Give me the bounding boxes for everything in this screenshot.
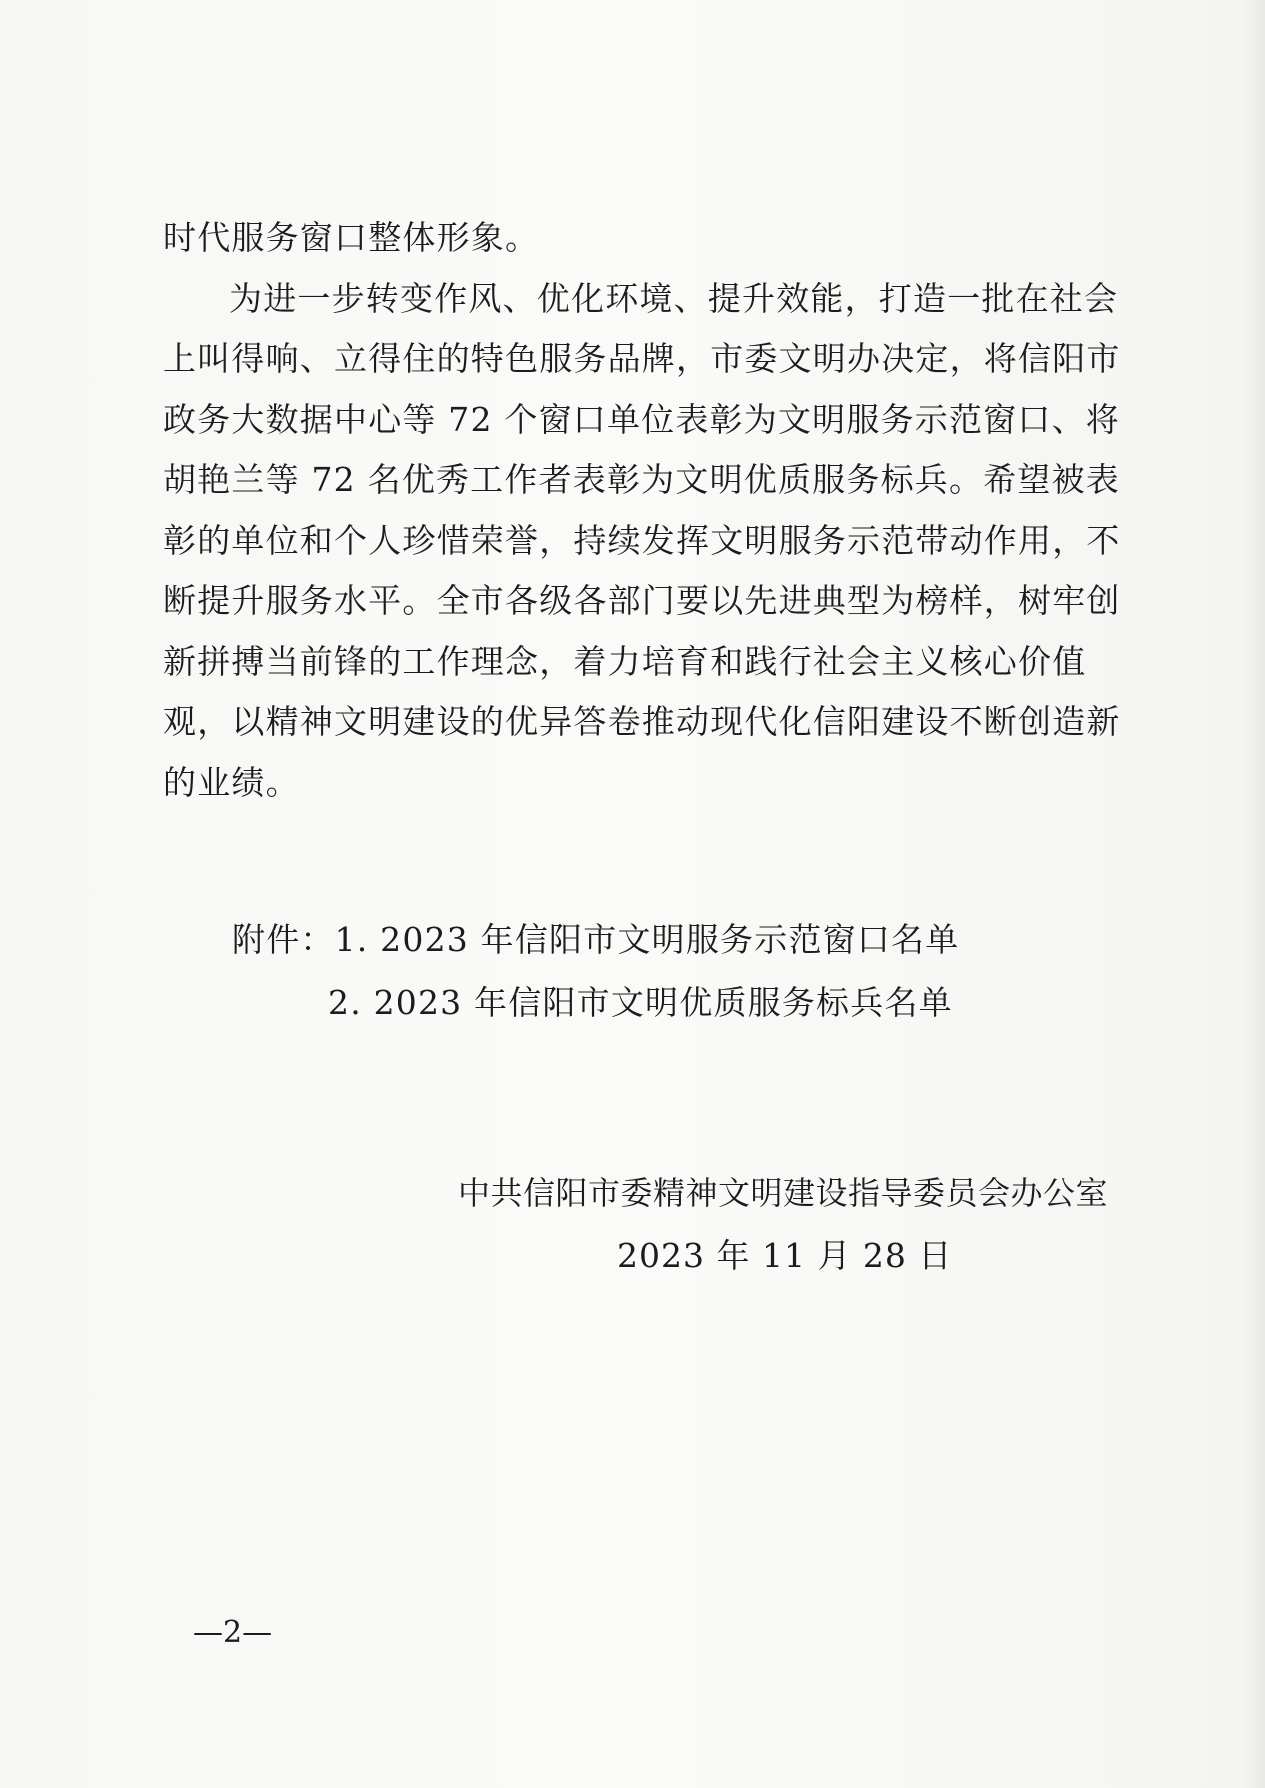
paragraph-line: 时代服务窗口整体形象。 — [163, 218, 540, 257]
attachment-item-2: 2. 2023 年信阳市文明优质服务标兵名单 — [328, 983, 953, 1022]
page-number: —2— — [193, 1615, 273, 1650]
paragraph-line: 断提升服务水平。全市各级各部门要以先进典型为榜样，树牢创 — [163, 581, 1121, 620]
paragraph-line: 胡艳兰等 72 名优秀工作者表彰为文明优质服务标兵。希望被表 — [163, 460, 1120, 499]
attachment-item-1: 附件：1. 2023 年信阳市文明服务示范窗口名单 — [232, 920, 960, 959]
attachments-list — [232, 908, 1032, 1034]
paragraph-line: 新拼搏当前锋的工作理念，着力培育和践行社会主义核心价值 — [163, 641, 1087, 681]
signature-block — [458, 1162, 1109, 1288]
paragraph-line: 观，以精神文明建设的优异答卷推动现代化信阳建设不断创造新 — [163, 702, 1121, 741]
paragraph-line: 上叫得响、立得住的特色服务品牌，市委文明办决定，将信阳市 — [163, 339, 1121, 378]
body-text — [163, 208, 1121, 813]
issuing-organization: 中共信阳市委精神文明建设指导委员会办公室 — [458, 1174, 1109, 1212]
paragraph-line: 为进一步转变作风、优化环境、提升效能，打造一批在社会 — [229, 278, 1119, 318]
issue-date: 2023 年 11 月 28 日 — [617, 1236, 953, 1275]
paragraph-line: 的业绩。 — [163, 762, 300, 802]
paragraph-line: 政务大数据中心等 72 个窗口单位表彰为文明服务示范窗口、将 — [163, 399, 1120, 439]
page-edge-shadow — [1243, 0, 1265, 1788]
paragraph-line: 彰的单位和个人珍惜荣誉，持续发挥文明服务示范带动作用，不 — [163, 520, 1121, 560]
